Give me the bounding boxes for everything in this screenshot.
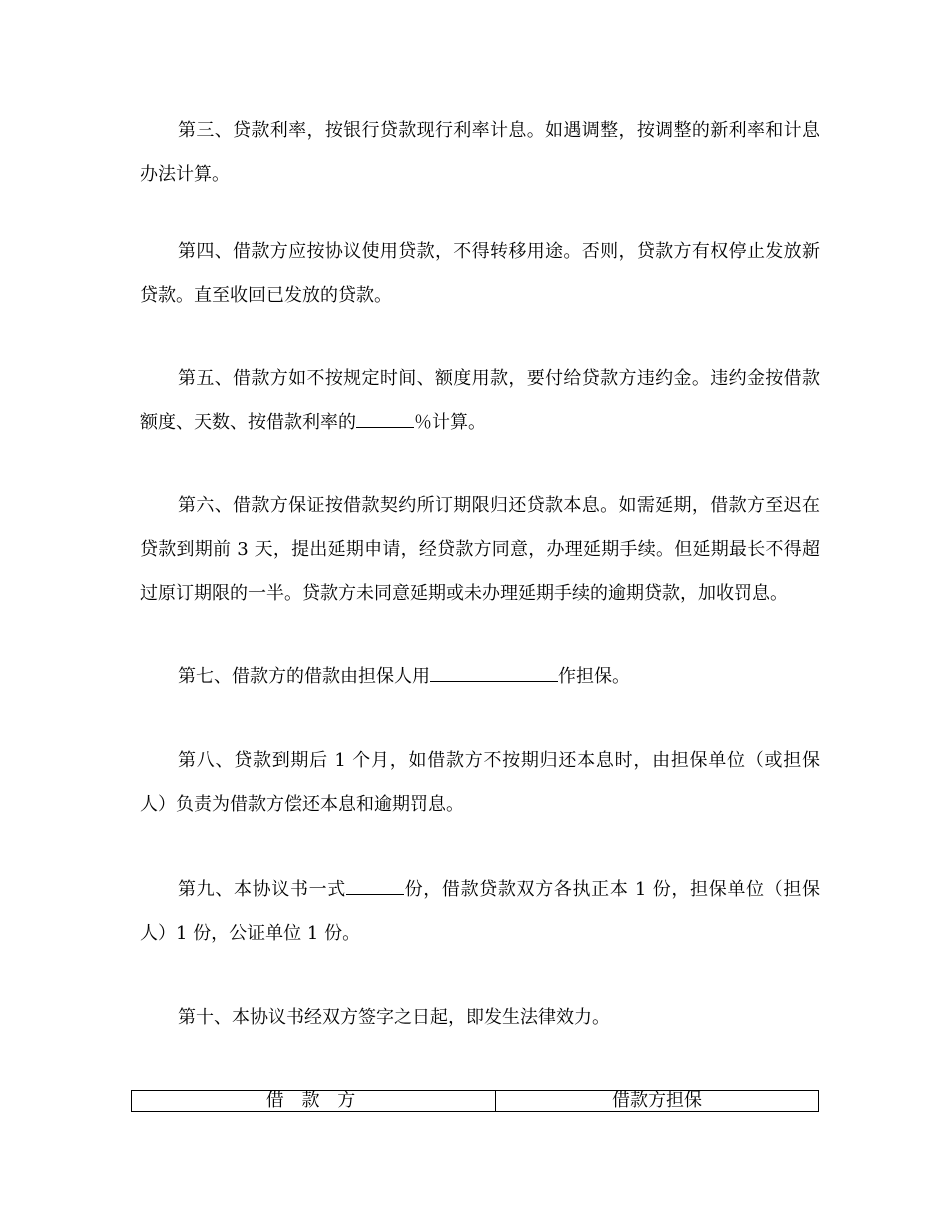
percent-blank <box>356 409 414 428</box>
clause-3: 第三、贷款利率，按银行贷款现行利率计息。如遇调整，按调整的新利率和计息办法计算。 <box>140 120 820 185</box>
borrower-header <box>132 1091 496 1112</box>
clause-7-text-before: 第七、借款方的借款由担保人用 <box>178 666 430 687</box>
clause-7 <box>140 655 820 699</box>
clause-7-text-after: 作担保。 <box>558 666 630 687</box>
borrower-header-label: 借 款 方 <box>265 1090 362 1111</box>
guarantee-blank <box>430 663 558 682</box>
clause-6: 第六、借款方保证按借款契约所订期限归还贷款本息。如需延期，借款方至迟在贷款到期前 3 天，提出延期申请，经贷款方同意，办理延期手续。但延期最长不得超过原订期限的一半。贷款方未同意延期或未办理延期手续的逾期贷款，加收罚息。 <box>140 495 820 604</box>
signature-table <box>131 1090 819 1112</box>
clause-9-text-after: 份，借款贷款双方各执正本 1 份，担保单位（担保人）1 份，公证单位 1 份。 <box>140 879 820 944</box>
signature-header-row <box>132 1091 819 1112</box>
clause-9-text-before: 第九、本协议书一式 <box>178 879 346 900</box>
clause-5-text-before: 第五、借款方如不按规定时间、额度用款，要付给贷款方违约金。违约金按借款额度、天数、按借款利率的 <box>140 368 820 433</box>
clause-10: 第十、本协议书经双方签字之日起，即发生法律效力。 <box>178 1007 610 1028</box>
clause-8: 第八、贷款到期后 1 个月，如借款方不按期归还本息时，由担保单位（或担保人）负责为借款方偿还本息和逾期罚息。 <box>140 750 820 815</box>
clause-9 <box>140 868 820 956</box>
clause-4: 第四、借款方应按协议使用贷款，不得转移用途。否则，贷款方有权停止发放新贷款。直至收回已发放的贷款。 <box>140 241 820 306</box>
guarantor-header: 借款方担保 <box>496 1091 819 1112</box>
clause-5-text-after: ％计算。 <box>414 412 486 433</box>
copies-blank <box>346 876 404 895</box>
clause-5 <box>140 357 820 445</box>
